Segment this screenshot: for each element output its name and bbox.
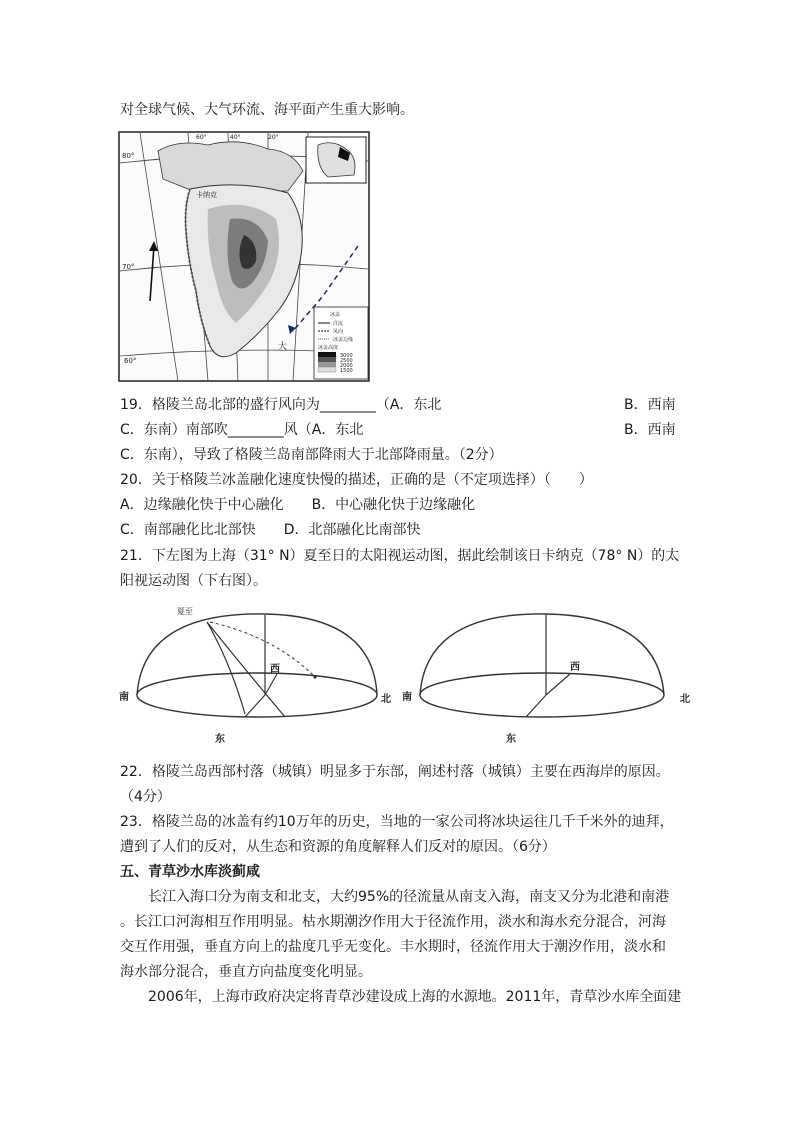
sun-path-diagram-shanghai (115, 602, 391, 747)
question-21-b: 阳视运动图（下右图）。 (120, 573, 267, 589)
legend-title: 冰盖 (330, 312, 341, 318)
west-label: 西 (570, 662, 580, 673)
lat-label: 70° (122, 263, 135, 271)
question-20-options-cd: C．南部融化比北部快 D．北部融化比南部快 (120, 522, 421, 538)
question-20-options-ab: A．边缘融化快于中心融化 B．中心融化快于边缘融化 (120, 497, 476, 513)
east-label: 东 (215, 734, 225, 745)
question-20: 20．关于格陵兰冰盖融化速度快慢的描述，正确的是（不定项选择）（ ） (120, 472, 593, 488)
east-label: 东 (506, 734, 516, 745)
paragraph-line: 长江入海口分为南支和北支，大约95%的径流量从南支入海，南支又分为北港和南港 (148, 889, 670, 905)
question-19-c: C．东南），导致了格陵兰岛南部降雨大于北部降雨量。（2分） (120, 447, 503, 463)
question-22-a: 22．格陵兰岛西部村落（城镇）明显多于东部，阐述村落（城镇）主要在西海岸的原因。 (120, 764, 670, 780)
north-label: 北 (381, 694, 391, 705)
greenland-map (118, 131, 370, 382)
question-19-b: C．东南）南部吹________风（A．东北 (120, 422, 364, 438)
summer-label: 夏至 (177, 607, 193, 616)
south-label: 南 (402, 692, 412, 703)
lon-label: 60° (196, 134, 207, 141)
question-23-b: 遭到了人们的反对，从生态和资源的角度解释人们反对的原因。（6分） (120, 839, 556, 855)
legend-item: 风向 (333, 329, 344, 335)
question-19-a: 19．格陵兰岛北部的盛行风向为________（A．东北 (120, 397, 442, 413)
legend-item: 洋流 (333, 321, 344, 327)
legend-item: 冰盖边缘 (333, 337, 354, 343)
question-23-a: 23．格陵兰岛的冰盖有约10万年的历史，当地的一家公司将冰块运往几千千米外的迪拜， (120, 814, 674, 830)
lat-label: 60° (124, 357, 137, 365)
legend-elev: 1500 (340, 368, 353, 374)
lon-label: 40° (230, 134, 241, 141)
text-line: 对全球气候、大气环流、海平面产生重大影响。 (120, 102, 414, 118)
sea-label: 大 (278, 342, 288, 352)
legend-elev-title: 冰盖高度 (318, 345, 339, 351)
paragraph-line: 。长江口河海相互作用明显。枯水期潮汐作用大于径流作用，淡水和海水充分混合，河海 (120, 914, 666, 930)
west-label: 西 (270, 664, 280, 675)
paragraph-line: 交互作用强，垂直方向上的盐度几乎无变化。丰水期时，径流作用大于潮汐作用，淡水和 (120, 939, 666, 955)
question-21-a: 21．下左图为上海（31° N）夏至日的太阳视运动图，据此绘制该日卡纳克（78° N）的太 (120, 548, 680, 564)
north-label: 北 (680, 694, 690, 705)
section-title: 五、青草沙水库淡蓟咸 (120, 864, 260, 880)
map-legend (314, 307, 368, 379)
sun-path-diagram-kanak (398, 602, 698, 747)
lon-label: 20° (268, 134, 279, 141)
legend-elev: 2000 (340, 363, 353, 369)
south-label: 南 (119, 692, 129, 703)
paragraph-line: 2006年，上海市政府决定将青草沙建设成上海的水源地。2011年，青草沙水库全面建 (148, 989, 682, 1005)
place-label: 卡纳克 (196, 191, 217, 199)
question-19-option-b: B．西南 (624, 397, 676, 413)
question-19-option-b2: B．西南 (624, 422, 676, 438)
legend-elev: 3000 (340, 353, 353, 359)
paragraph-line: 海水部分混合，垂直方向盐度变化明显。 (120, 964, 372, 980)
legend-elev: 2500 (340, 358, 353, 364)
question-22-b: （4分） (120, 789, 171, 805)
lat-label: 80° (122, 152, 135, 160)
